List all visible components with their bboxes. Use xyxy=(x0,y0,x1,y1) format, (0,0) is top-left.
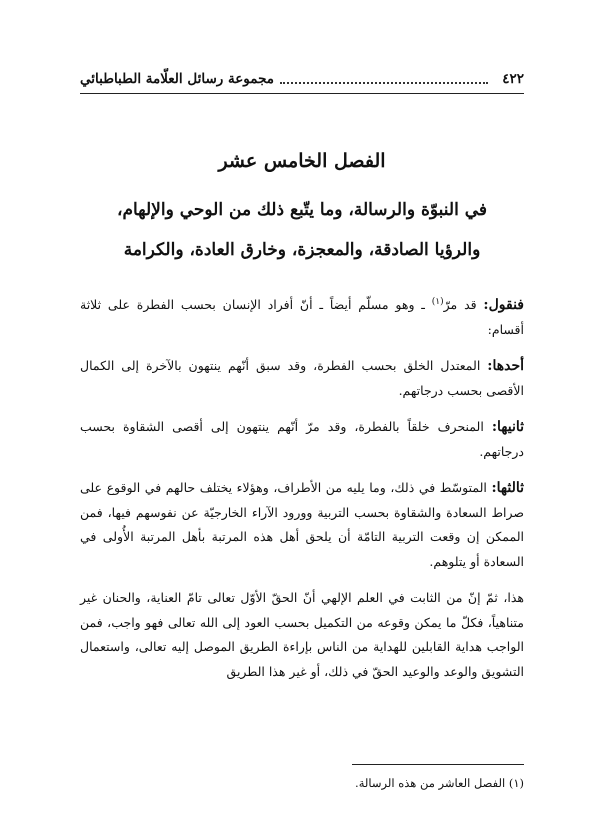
page-number: ٤٢٢ xyxy=(502,71,524,87)
chapter-subtitle-line-1: في النبوّة والرسالة، وما يتّبع ذلك من الوحي والإلهام، xyxy=(116,200,488,220)
paragraph-text: المعتدل الخلق بحسب الفطرة، وقد سبق أنّهم ينتهون بالآخرة إلى الكمال الأقصى بحسب درجاتهم. xyxy=(80,358,524,398)
paragraph-1 xyxy=(80,290,524,342)
paragraph-text: المتوسّط في ذلك، وما يليه من الأطراف، وهؤلاء يختلف حالهم في الوقوع على صراط السعادة والشقاوة بحسب التربية وورود الآراء الخارجيّة عن نفوسهم فيها، فمن الممكن إن وقعت التربية التامّة أن يلحق أهل هذه المرتبة بأهل المرتبة الأُولى في السعادة أو يتلوهم. xyxy=(80,480,524,569)
paragraph-4 xyxy=(80,476,524,574)
footnote-number: (١) xyxy=(508,776,524,790)
paragraph-lead: أحدها: xyxy=(487,358,524,375)
header-rule xyxy=(80,93,524,94)
chapter-title: الفصل الخامس عشر xyxy=(218,150,386,172)
paragraph-text: المنحرف خلقاً بالفطرة، وقد مرّ أنّهم ينتهون إلى أقصى الشقاوة بحسب درجاتهم. xyxy=(80,419,524,459)
paragraph-lead: ثالثها: xyxy=(491,480,524,497)
paragraph-lead: ثانيها: xyxy=(491,419,524,436)
chapter-subtitle-line-2: والرؤيا الصادقة، والمعجزة، وخارق العادة، والكرامة xyxy=(123,240,481,260)
header-leader-dots xyxy=(280,74,488,84)
footnote-text: الفصل العاشر من هذه الرسالة. xyxy=(355,776,506,790)
footnote-rule xyxy=(352,764,524,765)
running-header xyxy=(80,66,524,92)
paragraph-lead: فنقول: xyxy=(483,297,524,314)
paragraph-text: قد مرّ xyxy=(443,297,484,313)
paragraph-5 xyxy=(80,586,524,684)
paragraph-2 xyxy=(80,354,524,403)
book-title: مجموعة رسائل العلّامة الطباطبائي xyxy=(80,71,275,87)
footnote-reference[interactable]: (١) xyxy=(431,297,444,307)
paragraph-text: ـ وهو مسلّم أيضاً ـ أنّ أفراد الإنسان بحسب الفطرة على ثلاثة أقسام: xyxy=(80,297,524,337)
paragraph-3 xyxy=(80,415,524,464)
footnote xyxy=(80,776,524,790)
paragraph-text: هذا، ثمّ إنّ من الثابت في العلم الإلهي أنّ الحقّ الأوّل تعالى تامّ العناية، والحنان غير متناهياً، فكلّ ما يمكن وقوعه من التكميل بحسب العود إلى الله تعالى فهو واجب، فمن الواجب هداية القابلين للهداية من الناس بإراءة الطريق الموصل إليه تعالى، واستعمال التشويق والوعد والوعيد الحقّ في ذلك، أو غير هذا الطريق xyxy=(80,590,524,679)
body-text xyxy=(80,290,524,696)
